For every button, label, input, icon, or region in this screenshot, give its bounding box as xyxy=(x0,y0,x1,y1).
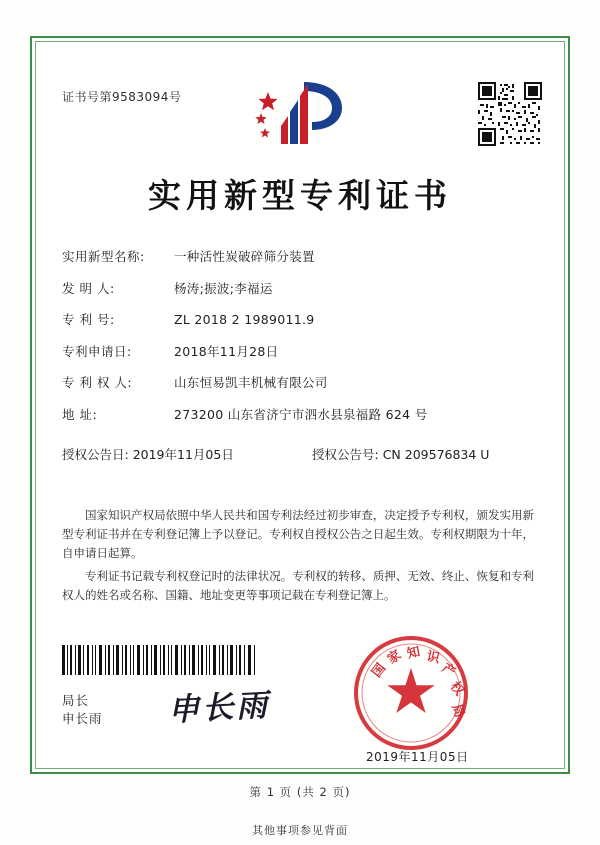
svg-text:权: 权 xyxy=(446,679,467,699)
page-title: 实用新型专利证书 xyxy=(148,176,452,215)
signature-name: 申长雨 xyxy=(62,711,103,726)
svg-text:产: 产 xyxy=(438,660,458,681)
label-application-date: 专利申请日: xyxy=(62,343,132,359)
page-number: 第 1 页 (共 2 页) xyxy=(249,785,351,799)
field-patentee xyxy=(62,374,532,391)
footer-note: 其他事项参见背面 xyxy=(252,824,348,837)
svg-text:国: 国 xyxy=(369,660,390,681)
value-inventor: 杨涛;振波;李福运 xyxy=(174,280,273,296)
svg-text:知: 知 xyxy=(405,644,422,662)
value-application-date: 2018年11月28日 xyxy=(174,343,279,359)
handwritten-signature: 申长雨 xyxy=(167,687,272,729)
value-patent-number: ZL 2018 2 1989011.9 xyxy=(174,312,315,327)
label-utility-model-name: 实用新型名称: xyxy=(62,249,145,264)
label-patentee: 专 利 权 人: xyxy=(62,375,133,390)
grant-announcement-row xyxy=(62,445,532,463)
qr-code-icon xyxy=(478,82,542,146)
value-grant-number: CN 209576834 U xyxy=(382,446,490,462)
value-grant-date: 2019年11月05日 xyxy=(132,446,234,462)
value-patentee: 山东恒易凯丰机械有限公司 xyxy=(174,375,328,390)
label-grant-number: 授权公告号: xyxy=(312,446,379,462)
svg-text:局: 局 xyxy=(448,702,467,720)
grant-date-group xyxy=(62,445,312,463)
paragraph-registry: 专利证书记载专利权登记时的法律状况。专利权的转移、质押、无效、终止、恢复和专利权人的姓名或名称、国籍、地址变更等事项记载在专利登记簿上。 xyxy=(62,569,534,602)
label-grant-date: 授权公告日: xyxy=(62,446,129,462)
barcode-icon xyxy=(62,645,258,675)
certificate-number: 证书号第9583094号 xyxy=(62,90,182,104)
value-address: 273200 山东省济宁市泗水县泉福路 624 号 xyxy=(174,406,428,422)
field-application-date xyxy=(62,343,532,360)
svg-text:识: 识 xyxy=(425,649,442,667)
svg-text:家: 家 xyxy=(385,647,405,668)
value-utility-model-name: 一种活性炭破碎筛分装置 xyxy=(174,249,315,264)
legal-paragraphs xyxy=(62,506,534,609)
official-seal-icon xyxy=(352,634,470,752)
label-inventor: 发 明 人: xyxy=(62,280,115,296)
field-utility-model-name xyxy=(62,248,532,265)
field-inventor xyxy=(62,280,532,297)
cnipa-logo-icon xyxy=(252,78,348,150)
paragraph-grant: 国家知识产权局依照中华人民共和国专利法经过初步审查，决定授予专利权，颁发实用新型专利证书并在专利登记簿上予以登记。专利权自授权公告之日起生效。专利权期限为十年，自申请日起算。 xyxy=(62,508,534,560)
signature-role: 局长 xyxy=(62,693,90,708)
signature-block xyxy=(62,692,103,728)
grant-number-group xyxy=(312,445,532,463)
field-address xyxy=(62,406,532,423)
patent-fields xyxy=(62,248,532,471)
field-patent-number xyxy=(62,311,532,328)
label-address: 地 址: xyxy=(62,406,98,422)
label-patent-number: 专 利 号: xyxy=(62,312,115,327)
seal-date: 2019年11月05日 xyxy=(366,750,469,764)
